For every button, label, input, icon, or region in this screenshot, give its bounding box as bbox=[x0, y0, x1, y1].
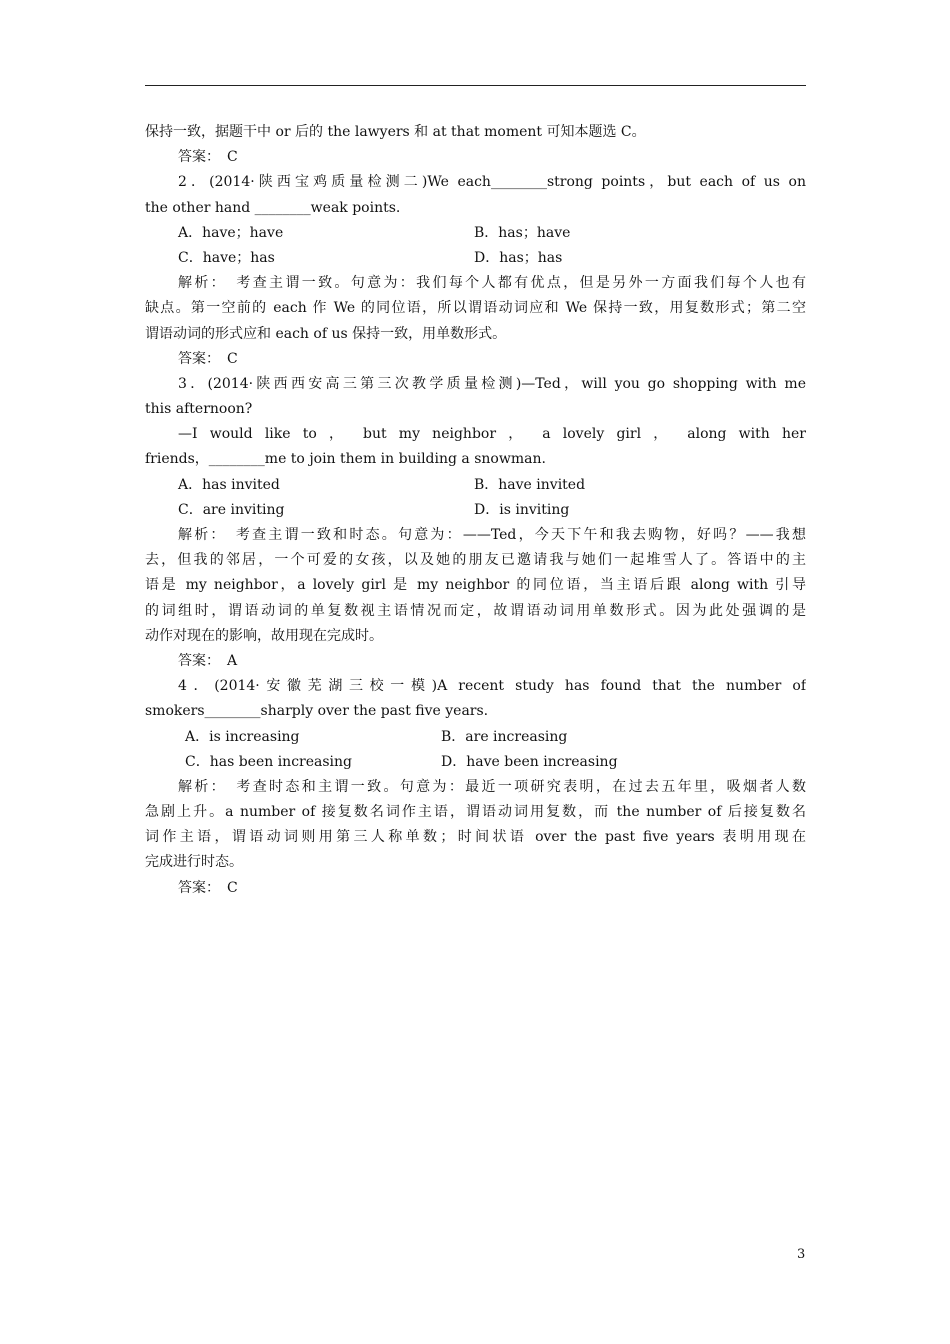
answer-line: 答案： C bbox=[178, 879, 238, 896]
question-2-stem-cont: the other hand ________weak points. bbox=[145, 199, 401, 216]
question-4-options-row-1 bbox=[145, 725, 806, 750]
option-a: A．have；have bbox=[178, 224, 284, 241]
question-3-dialogue-cont: friends，________me to join them in building a snowman. bbox=[145, 451, 546, 468]
option-c: C．are inviting bbox=[178, 501, 285, 518]
option-b: B．has；have bbox=[474, 224, 571, 241]
explanation-line: 的词组时，谓语动词的单复数视主语情况而定，故谓语动词用单数形式。因为此处强调的是 bbox=[145, 602, 806, 619]
option-a: A．is increasing bbox=[185, 728, 300, 745]
answer-line: 答案： C bbox=[178, 149, 238, 166]
explanation-line: 谓语动词的形式应和 each of us 保持一致，用单数形式。 bbox=[145, 325, 507, 342]
question-3-options-row-1 bbox=[145, 473, 806, 498]
explanation-line: 动作对现在的影响，故用现在完成时。 bbox=[145, 627, 383, 644]
explanation-line: 完成进行时态。 bbox=[145, 854, 243, 871]
option-b: B．are increasing bbox=[441, 728, 568, 745]
option-c: C．have；has bbox=[178, 249, 275, 266]
option-d: D．have been increasing bbox=[441, 753, 618, 770]
question-3-stem: 3．(2014·陕西西安高三第三次教学质量检测)—Ted，will you go shopping with me bbox=[178, 375, 806, 392]
explanation-line: 急剧上升。a number of 接复数名词作主语，谓语动词用复数，而 the number of 后接复数名 bbox=[145, 804, 806, 821]
question-2-stem: 2．(2014·陕西宝鸡质量检测二)We each________strong points，but each of us on bbox=[178, 174, 806, 191]
option-c: C．has been increasing bbox=[185, 753, 353, 770]
header-rule bbox=[145, 85, 806, 86]
option-a: A．has invited bbox=[178, 476, 280, 493]
question-3-options-row-2 bbox=[145, 498, 806, 523]
answer-line: 答案： C bbox=[178, 350, 238, 367]
explanation-line: 词作主语，谓语动词则用第三人称单数；时间状语 over the past five years 表明用现在 bbox=[145, 829, 806, 846]
question-4-stem: 4．(2014·安徽芜湖三校一模)A recent study has found that the number of bbox=[178, 678, 806, 695]
question-2-options-row-1 bbox=[145, 221, 806, 246]
page-number: 3 bbox=[797, 1247, 806, 1262]
option-b: B．have invited bbox=[474, 476, 586, 493]
explanation-line: 去，但我的邻居，一个可爱的女孩，以及她的朋友已邀请我与她们一起堆雪人了。答语中的主 bbox=[145, 552, 806, 569]
explanation-line: 解析： 考查主谓一致。句意为：我们每个人都有优点，但是另外一方面我们每个人也有 bbox=[178, 275, 806, 292]
question-4-options-row-2 bbox=[145, 750, 806, 775]
explanation-line: 语是 my neighbor，a lovely girl 是 my neighbor 的同位语，当主语后跟 along with 引导 bbox=[145, 577, 806, 594]
explanation-line: 解析： 考查主谓一致和时态。句意为：——Ted，今天下午和我去购物，好吗？——我想 bbox=[178, 527, 806, 543]
question-3-dialogue: —I would like to ， but my neighbor ， a lovely girl ， along with her bbox=[178, 426, 806, 443]
option-d: D．is inviting bbox=[474, 501, 570, 518]
explanation-line: 解析： 考查时态和主谓一致。句意为：最近一项研究表明，在过去五年里，吸烟者人数 bbox=[178, 778, 806, 795]
option-d: D．has；has bbox=[474, 249, 563, 266]
question-3-stem-cont: this afternoon? bbox=[145, 401, 253, 418]
text-line: 保持一致，据题干中 or 后的 the lawyers 和 at that moment 可知本题选 C。 bbox=[145, 124, 646, 140]
page-content bbox=[145, 120, 806, 901]
answer-line: 答案： A bbox=[178, 652, 238, 669]
explanation-line: 缺点。第一空前的 each 作 We 的同位语，所以谓语动词应和 We 保持一致，用复数形式；第二空 bbox=[145, 300, 806, 317]
question-4-stem-cont: smokers________sharply over the past five years. bbox=[145, 703, 489, 720]
question-2-options-row-2 bbox=[145, 246, 806, 271]
